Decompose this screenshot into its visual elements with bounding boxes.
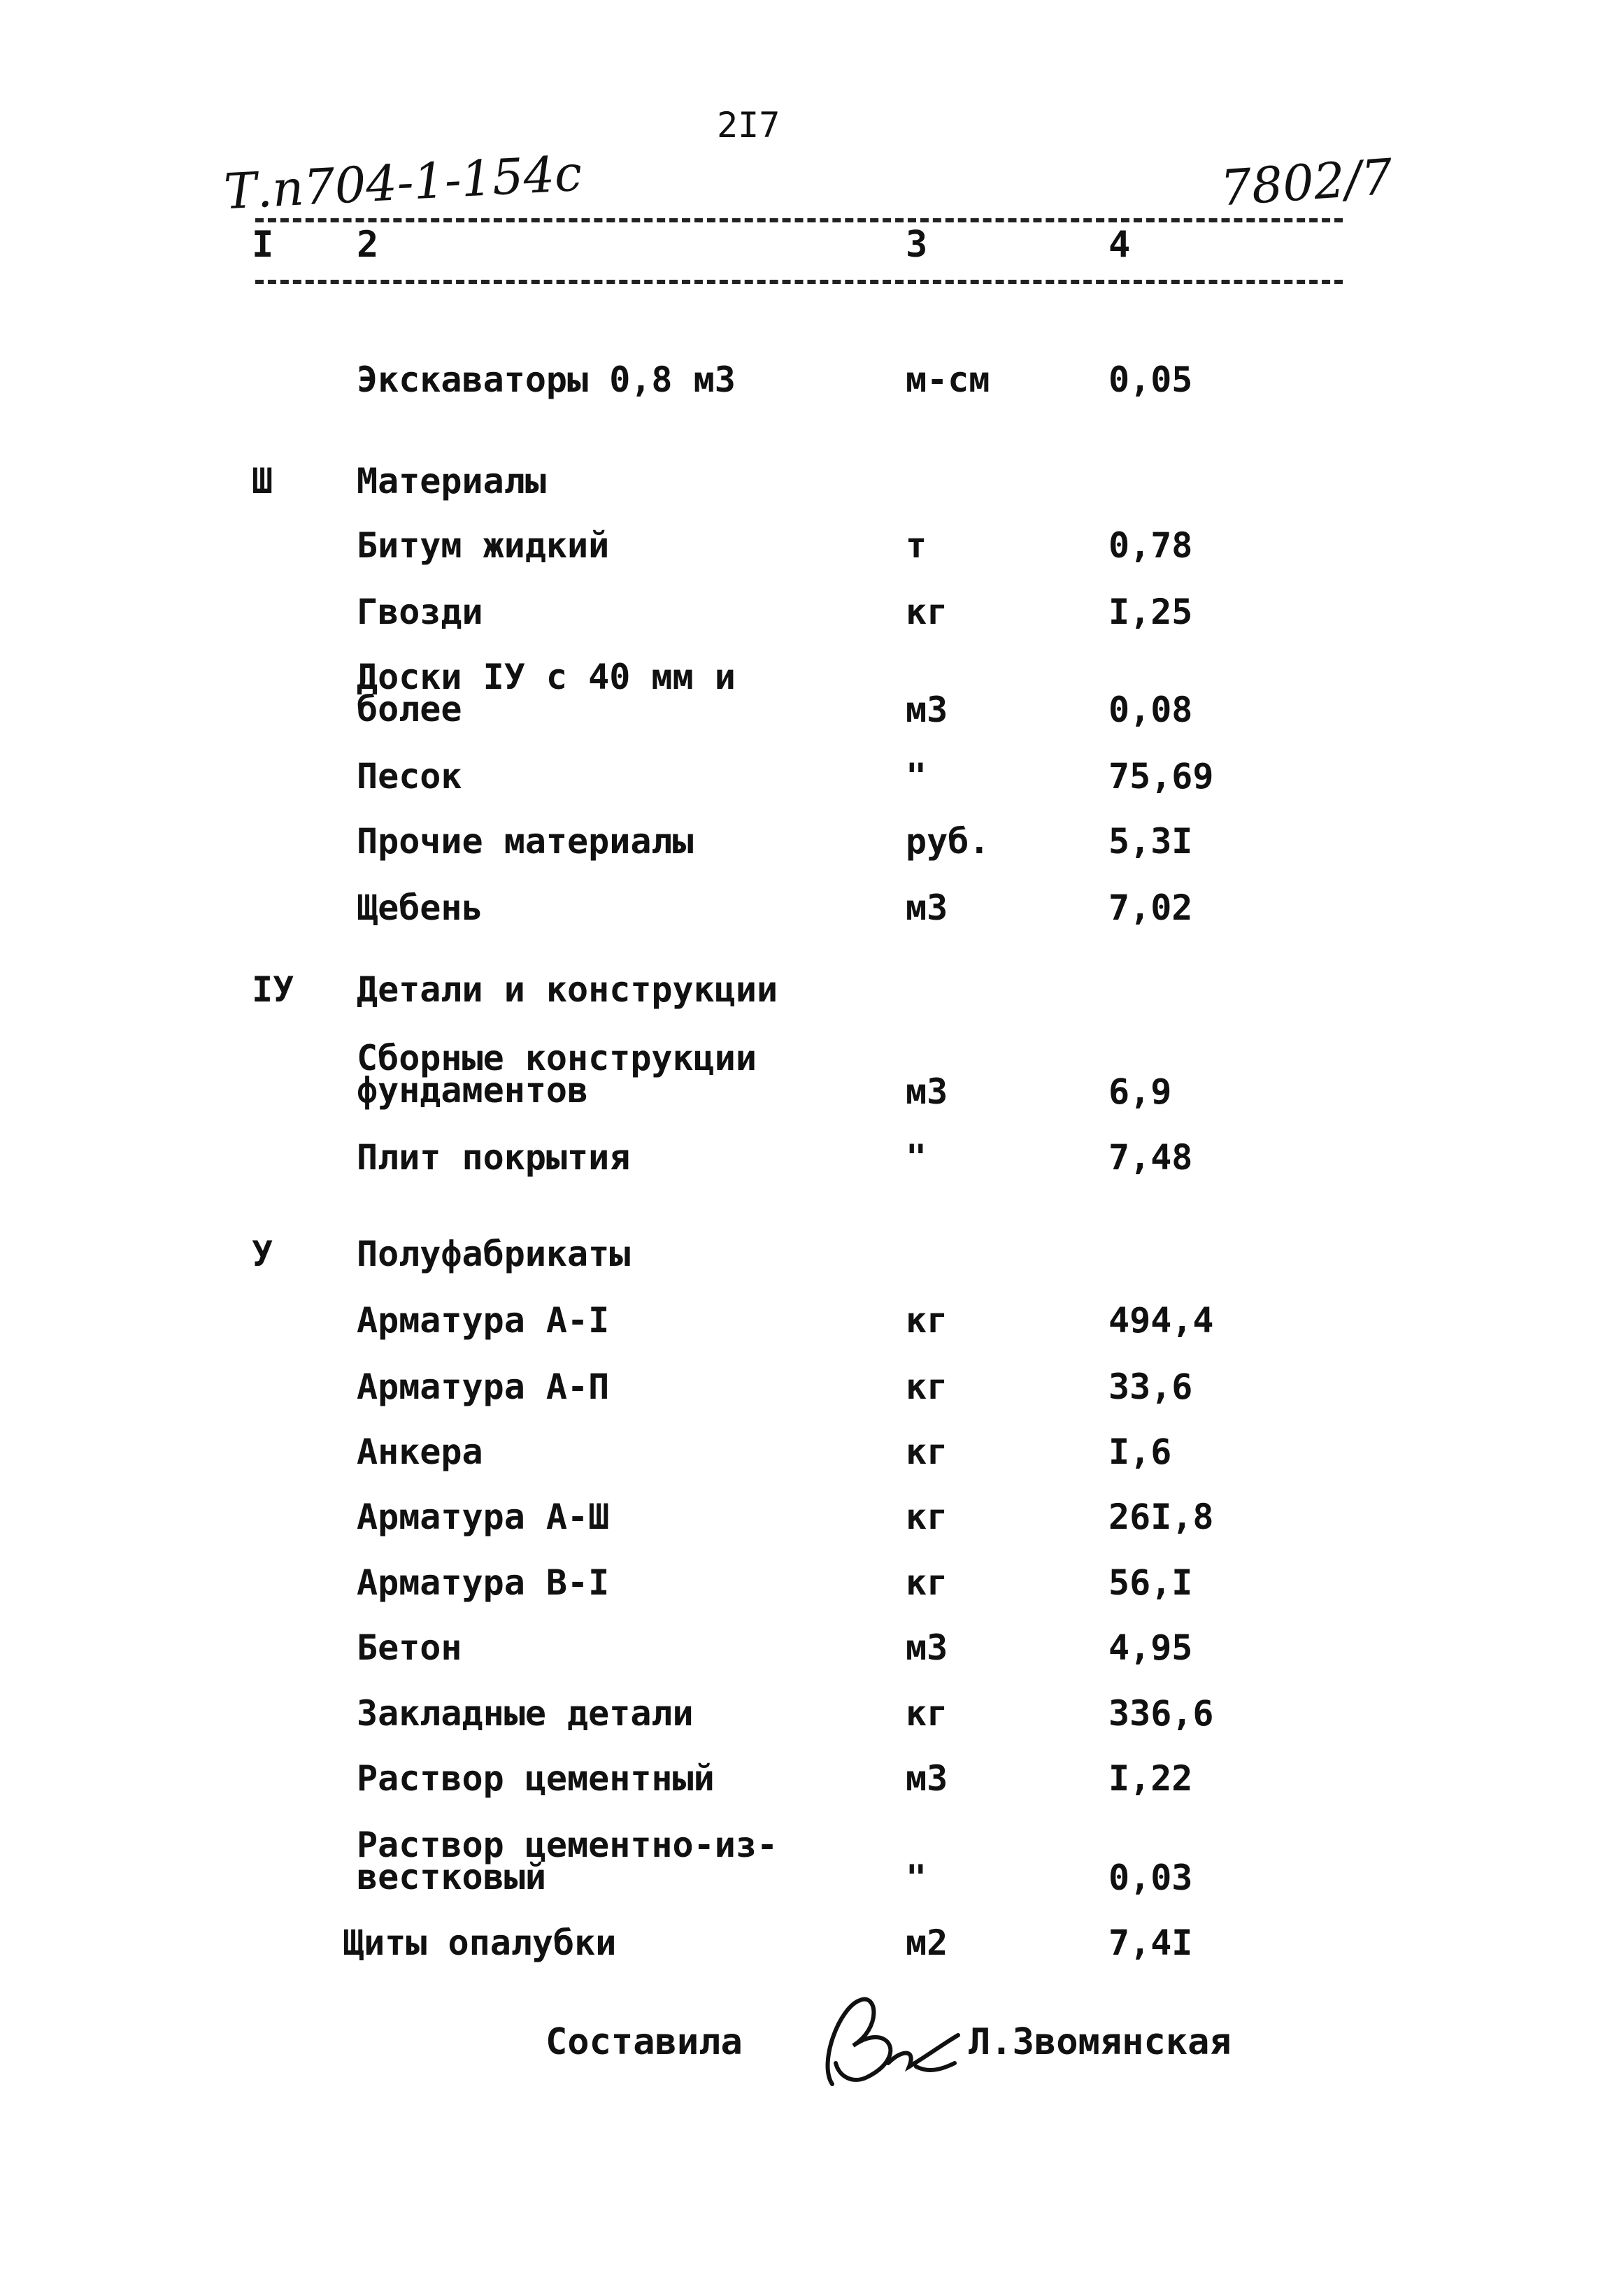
item-name: Закладные детали bbox=[357, 1693, 694, 1734]
item-value: I,25 bbox=[1108, 592, 1193, 632]
column-header-2: 2 bbox=[357, 224, 379, 266]
item-unit: " bbox=[906, 756, 927, 797]
document-code: Т.п704-1-154с bbox=[222, 144, 584, 221]
column-header-4: 4 bbox=[1108, 224, 1131, 266]
item-value: 56,I bbox=[1108, 1562, 1193, 1603]
item-name: Щиты опалубки bbox=[343, 1923, 617, 1963]
header-top-rule bbox=[255, 218, 1343, 222]
item-name: Раствор цементно-из- вестковый bbox=[357, 1825, 778, 1897]
item-unit: м3 bbox=[906, 1071, 948, 1112]
page-number: 2I7 bbox=[717, 105, 780, 145]
item-unit: кг bbox=[906, 1300, 948, 1341]
header-bottom-rule bbox=[255, 280, 1343, 284]
item-value: 7,4I bbox=[1108, 1923, 1193, 1963]
item-unit: м3 bbox=[906, 690, 948, 730]
item-name: Раствор цементный bbox=[357, 1758, 715, 1799]
item-value: 6,9 bbox=[1108, 1071, 1172, 1112]
item-value: 7,48 bbox=[1108, 1137, 1193, 1178]
item-name: Арматура А-Ш bbox=[357, 1497, 610, 1537]
signature-icon bbox=[811, 1979, 965, 2098]
item-name: Сборные конструкции фундаментов bbox=[357, 1038, 757, 1111]
item-unit: кг bbox=[906, 1693, 948, 1734]
section-marker: IУ bbox=[252, 969, 294, 1010]
item-value: 0,08 bbox=[1108, 690, 1193, 730]
item-unit: м-см bbox=[906, 359, 990, 400]
item-name: Арматура А-I bbox=[357, 1300, 610, 1341]
item-value: 0,03 bbox=[1108, 1858, 1193, 1898]
item-unit: т bbox=[906, 525, 927, 566]
section-title: Материалы bbox=[357, 461, 546, 501]
item-name: Гвозди bbox=[357, 592, 483, 632]
item-value: 26I,8 bbox=[1108, 1497, 1214, 1537]
item-value: 33,6 bbox=[1108, 1367, 1193, 1407]
item-name: Песок bbox=[357, 756, 462, 797]
item-unit: м3 bbox=[906, 887, 948, 928]
item-value: 0,78 bbox=[1108, 525, 1193, 566]
item-value: 336,6 bbox=[1108, 1693, 1214, 1734]
item-unit: м3 bbox=[906, 1627, 948, 1668]
item-name: Арматура В-I bbox=[357, 1562, 610, 1603]
item-unit: м3 bbox=[906, 1758, 948, 1799]
section-marker: Ш bbox=[252, 461, 273, 501]
item-value: 7,02 bbox=[1108, 887, 1193, 928]
item-unit: " bbox=[906, 1137, 927, 1178]
item-name: Битум жидкий bbox=[357, 525, 610, 566]
item-value: I,6 bbox=[1108, 1432, 1172, 1472]
section-title: Полуфабрикаты bbox=[357, 1234, 631, 1274]
item-name: Арматура А-П bbox=[357, 1367, 610, 1407]
item-value: I,22 bbox=[1108, 1758, 1193, 1799]
item-unit: кг bbox=[906, 592, 948, 632]
item-value: 494,4 bbox=[1108, 1300, 1214, 1341]
item-name: Плит покрытия bbox=[357, 1137, 631, 1178]
item-unit: кг bbox=[906, 1497, 948, 1537]
item-name: Прочие материалы bbox=[357, 821, 694, 862]
item-unit: кг bbox=[906, 1562, 948, 1603]
item-value: 0,05 bbox=[1108, 359, 1193, 400]
item-value: 75,69 bbox=[1108, 756, 1214, 797]
item-name: Экскаваторы 0,8 м3 bbox=[357, 359, 736, 400]
item-name: Доски IУ с 40 мм и более bbox=[357, 657, 736, 729]
item-name: Бетон bbox=[357, 1627, 462, 1668]
item-value: 4,95 bbox=[1108, 1627, 1193, 1668]
item-name: Анкера bbox=[357, 1432, 483, 1472]
item-name: Щебень bbox=[357, 887, 483, 928]
column-header-3: 3 bbox=[906, 224, 928, 266]
composer-label: Составила bbox=[545, 2021, 743, 2063]
document-reference: 7802/7 bbox=[1218, 148, 1394, 218]
item-unit: " bbox=[906, 1858, 927, 1898]
column-header-1: I bbox=[252, 224, 274, 266]
item-unit: м2 bbox=[906, 1923, 948, 1963]
item-unit: кг bbox=[906, 1432, 948, 1472]
composer-name: Л.Звомянская bbox=[969, 2021, 1232, 2063]
item-unit: кг bbox=[906, 1367, 948, 1407]
section-title: Детали и конструкции bbox=[357, 969, 778, 1010]
section-marker: У bbox=[252, 1234, 273, 1274]
item-value: 5,3I bbox=[1108, 821, 1193, 862]
item-unit: руб. bbox=[906, 821, 990, 862]
